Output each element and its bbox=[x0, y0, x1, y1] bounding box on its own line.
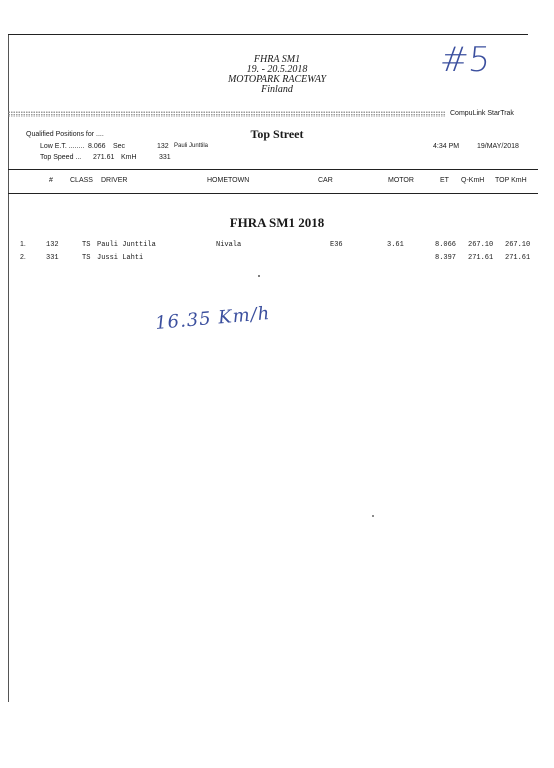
low-et-value: 8.066 bbox=[88, 143, 106, 150]
row-topkmh: 267.10 bbox=[505, 241, 531, 249]
col-header-driver: DRIVER bbox=[101, 177, 128, 184]
col-header-number: # bbox=[49, 177, 53, 184]
class-title: Top Street bbox=[250, 127, 304, 141]
handwritten-note: 16.35 Km/h bbox=[154, 303, 272, 334]
row-qkmh: 271.61 bbox=[468, 254, 494, 262]
col-header-class: CLASS bbox=[70, 177, 93, 184]
col-header-et: ET bbox=[440, 177, 449, 184]
col-header-car: CAR bbox=[318, 177, 333, 184]
low-et-label: Low E.T. ........ bbox=[40, 143, 85, 150]
row-position: 2. bbox=[20, 254, 26, 261]
scan-speck bbox=[372, 515, 374, 517]
row-car: E36 bbox=[330, 241, 343, 249]
row-qkmh: 267.10 bbox=[468, 241, 494, 249]
report-date: 19/MAY/2018 bbox=[477, 143, 519, 150]
vendor-label: CompuLink StarTrak bbox=[450, 110, 514, 117]
event-title: FHRA SM1 bbox=[253, 54, 301, 65]
page-top-border bbox=[8, 34, 528, 35]
low-et-driver: Pauli Junttila bbox=[174, 143, 209, 149]
header-rule-top bbox=[8, 169, 538, 170]
col-header-qkmh: Q-KmH bbox=[461, 177, 485, 184]
col-header-motor: MOTOR bbox=[388, 177, 414, 184]
row-motor: 3.61 bbox=[387, 241, 404, 249]
report-time: 4:34 PM bbox=[433, 143, 460, 150]
event-dates: 19. - 20.5.2018 bbox=[246, 64, 308, 75]
row-driver: Jussi Lahti bbox=[97, 254, 144, 262]
results-title: FHRA SM1 2018 bbox=[229, 215, 325, 230]
low-et-number: 132 bbox=[157, 143, 169, 150]
row-class: TS bbox=[82, 254, 91, 262]
dotted-separator bbox=[8, 111, 445, 117]
handwritten-number-annotation: #5 bbox=[437, 40, 493, 80]
row-class: TS bbox=[82, 241, 91, 249]
top-speed-label: Top Speed ... bbox=[40, 154, 82, 161]
low-et-unit: Sec bbox=[113, 143, 126, 150]
top-speed-number: 331 bbox=[159, 154, 171, 161]
table-row bbox=[0, 254, 554, 264]
row-et: 8.397 bbox=[435, 254, 457, 262]
row-position: 1. bbox=[20, 241, 26, 248]
qualified-heading: Qualified Positions for .... bbox=[26, 131, 104, 138]
top-speed-unit: KmH bbox=[121, 154, 137, 161]
scan-speck bbox=[258, 275, 260, 277]
top-speed-value: 271.61 bbox=[93, 154, 115, 161]
row-number: 132 bbox=[46, 241, 59, 249]
header-rule-bottom bbox=[8, 193, 538, 194]
event-venue: MOTOPARK RACEWAY bbox=[227, 74, 327, 85]
col-header-hometown: HOMETOWN bbox=[207, 177, 250, 184]
row-hometown: Nivala bbox=[216, 241, 242, 249]
row-driver: Pauli Junttila bbox=[97, 241, 156, 249]
row-topkmh: 271.61 bbox=[505, 254, 531, 262]
table-row bbox=[0, 241, 554, 251]
event-country: Finland bbox=[261, 84, 293, 95]
col-header-topkmh: TOP KmH bbox=[495, 177, 527, 184]
row-et: 8.066 bbox=[435, 241, 457, 249]
row-number: 331 bbox=[46, 254, 59, 262]
